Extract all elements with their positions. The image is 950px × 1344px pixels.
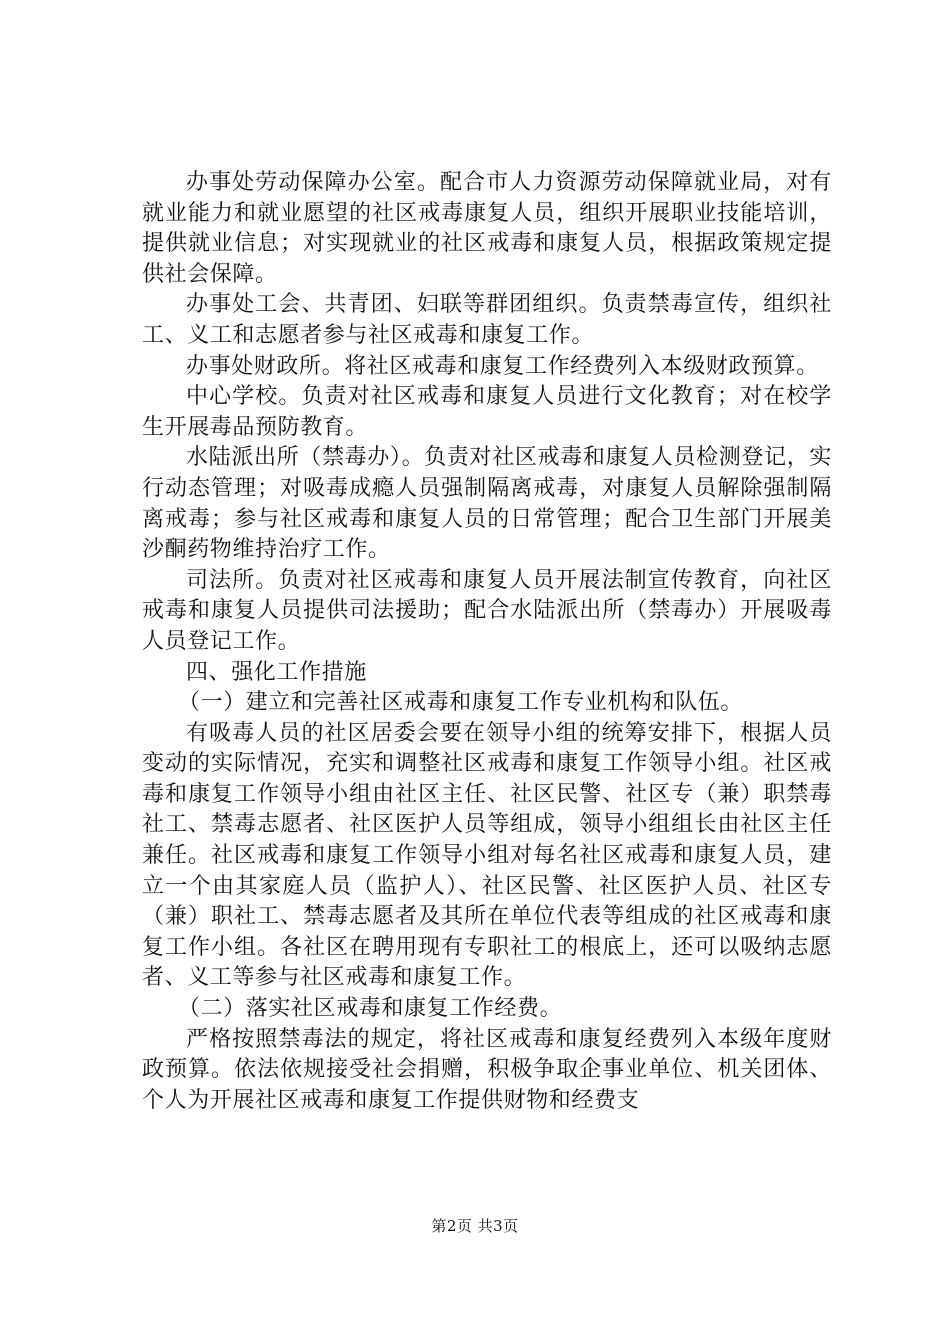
paragraph-labor-security-office: 办事处劳动保障办公室。配合市人力资源劳动保障就业局，对有就业能力和就业愿望的社区戒毒康复人员，组织开展职业技能培训，提供就业信息；对实现就业的社区戒毒和康复人员，根据政策规定提供社会保障。 — [142, 170, 832, 287]
paragraph-judicial-office: 司法所。负责对社区戒毒和康复人员开展法制宣传教育，向社区戒毒和康复人员提供司法援助；配合水陆派出所（禁毒办）开展吸毒人员登记工作。 — [142, 567, 832, 654]
paragraph-team-building: 有吸毒人员的社区居委会要在领导小组的统筹安排下，根据人员变动的实际情况，充实和调整社区戒毒和康复工作领导小组。社区戒毒和康复工作领导小组由社区主任、社区民警、社区专（兼）职禁毒社工、禁毒志愿者、社区医护人员等组成，领导小组组长由社区主任兼任。社区戒毒和康复工作领导小组对每名社区戒毒和康复人员，建立一个由其家庭人员（监护人）、社区民警、社区医护人员、社区专（兼）职社工、禁毒志愿者及其所在单位代表等组成的社区戒毒和康复工作小组。各社区在聘用现有专职社工的根底上，还可以吸纳志愿者、义工等参与社区戒毒和康复工作。 — [142, 720, 832, 991]
paragraph-police-station: 水陆派出所（禁毒办）。负责对社区戒毒和康复人员检测登记，实行动态管理；对吸毒成瘾人员强制隔离戒毒，对康复人员解除强制隔离戒毒；参与社区戒毒和康复人员的日常管理；配合卫生部门开展美沙酮药物维持治疗工作。 — [142, 445, 832, 563]
document-body — [142, 168, 832, 1116]
paragraph-mass-organizations: 办事处工会、共青团、妇联等群团组织。负责禁毒宣传，组织社工、义工和志愿者参与社区戒毒和康复工作。 — [142, 292, 832, 348]
page-footer: 第2页 共3页 — [431, 1217, 519, 1235]
paragraph-funding: 严格按照禁毒法的规定，将社区戒毒和康复经费列入本级年度财政预算。依法依规接受社会捐赠，积极争取企事业单位、机关团体、个人为开展社区戒毒和康复工作提供财物和经费支 — [142, 1026, 832, 1113]
subheading-funding: （二）落实社区戒毒和康复工作经费。 — [178, 996, 563, 1022]
subheading-institutions: （一）建立和完善社区戒毒和康复工作专业机构和队伍。 — [178, 690, 744, 716]
paragraph-finance-office: 办事处财政所。将社区戒毒和康复工作经费列入本级财政预算。 — [186, 353, 819, 379]
paragraph-central-school: 中心学校。负责对社区戒毒和康复人员进行文化教育；对在校学生开展毒品预防教育。 — [142, 384, 832, 440]
section-heading-measures: 四、强化工作措施 — [186, 659, 367, 685]
